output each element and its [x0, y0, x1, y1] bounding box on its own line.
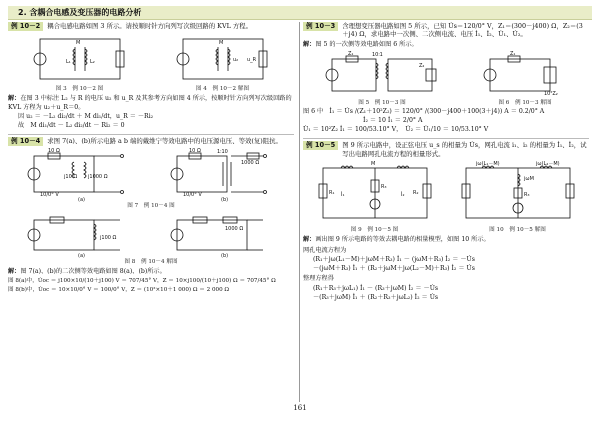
- figure-caption: 图 10 例 10－5 解图: [489, 227, 546, 234]
- resistor-label: 1000 Ω: [240, 160, 259, 167]
- svg-text:jωM: jωM: [523, 176, 534, 183]
- figure-caption: 图 5 例 10－3 图: [358, 100, 406, 107]
- example-prompt: 求图 7(a)、(b)所示电路 a b 端的戴维宁等效电路中的电压源电压、等效(复)阻抗。: [47, 137, 282, 146]
- solution-label: 解：: [8, 268, 21, 276]
- figure-3: [30, 33, 130, 93]
- inductor-label: j1000 Ω: [87, 174, 108, 181]
- svg-text:R₃: R₃: [380, 184, 386, 191]
- svg-text:L₂: L₂: [89, 59, 95, 65]
- resistor-label: 1000 Ω: [224, 226, 243, 233]
- mesh-circuit-diagram: [315, 160, 435, 226]
- example-10-2: [8, 22, 294, 130]
- svg-text:M: M: [218, 40, 223, 46]
- equation: 图 6 中 İ₁ ＝ U̇s /(Z₁＋10²Z₂) ＝ 120/0° /(300－j400＋100(3＋j4)) A ＝ 0.2/0° A: [303, 108, 545, 116]
- svg-text:Z₁: Z₁: [348, 51, 354, 58]
- figure-8a: [24, 212, 136, 258]
- ratio-label: 1∶10: [216, 149, 228, 156]
- example-10-5: [303, 138, 589, 302]
- source-label: 10/0° V: [182, 192, 202, 199]
- svg-text:Z₂: Z₂: [419, 63, 425, 70]
- solution-text: 在图 3 中标注 L₂ 与 R 的电压 u₂ 和 u_R 及其参考方向如图 4 所示，按顺时针方向列写次级回路的 KVL 方程为 u₂＋u_R＝0。: [8, 95, 292, 111]
- figure-8b: [167, 212, 279, 258]
- primary-equivalent-circuit-diagram: [480, 51, 570, 99]
- right-column: [303, 22, 589, 306]
- solution-text: 图 5 的一次侧等效电路如图 6 所示。: [315, 40, 418, 48]
- example-prompt: 图 9 所示电路中，设正弦电压 u_s 的相量为 U̇s，网孔电流 i₁、i₂ 的相量为 İ₁、İ₂，试写出电路网孔电流方程的相量形式。: [342, 141, 587, 158]
- section-header: [8, 6, 592, 20]
- figure-7b: [167, 148, 279, 202]
- subfigure-label: (a): [77, 197, 85, 203]
- figure-caption: 图 9 例 10－5 图: [350, 227, 399, 234]
- resistor-label: 10 Ω: [188, 148, 201, 155]
- equation: 故 M di₁/dt － L₂ di₂/dt － Ri₂ ＝ 0: [18, 122, 125, 130]
- svg-text:R₃: R₃: [523, 192, 529, 199]
- solution-label: 解：: [303, 40, 316, 48]
- equation: (R₁＋R₃＋jωL₁) İ₁ － (R₃＋jωM) İ₂ ＝ －U̇s: [313, 285, 439, 292]
- tidy-label: 整理方程得: [303, 275, 334, 283]
- coupled-inductor-circuit-diagram: [30, 33, 130, 85]
- example-badge: 例 10－2: [8, 22, 43, 31]
- equivalent-circuit-b-diagram: [167, 212, 279, 258]
- equation: 图 8(b)中，U̇oc ＝ 10×10/0° V ＝ 100/0° V，Z ＝ (10²×10＋1 000) Ω ＝ 2 000 Ω: [8, 286, 230, 293]
- solution-text: 图 7(a)、(b)的二次侧等效电路如图 8(a)、(b)所示。: [20, 268, 166, 276]
- example-badge: 例 10－4: [8, 137, 43, 146]
- thevenin-circuit-a-diagram: [24, 148, 136, 202]
- svg-text:M: M: [370, 161, 375, 168]
- figure-7a: [24, 148, 136, 202]
- svg-text:u₂: u₂: [232, 57, 238, 63]
- coupled-inductor-solution-diagram: [173, 33, 273, 85]
- figure-4: [173, 33, 273, 93]
- example-badge: 例 10－5: [303, 141, 338, 150]
- mesh-label: 网孔电流方程为: [303, 246, 347, 254]
- figure-5: [322, 51, 442, 107]
- svg-text:M: M: [75, 40, 80, 46]
- figure-caption: 图 4 例 10－2 解图: [195, 86, 250, 92]
- page-number: 161: [293, 404, 307, 412]
- example-prompt: 耦合电感电路如图 3 所示。请按顺时针方向列写次级回路的 KVL 方程。: [47, 22, 253, 30]
- equation: U̇₁ ＝ 10²Z₂ İ₁ ＝ 100/53.10° V， U̇₂ ＝ U̇₁/10 ＝ 10/53.10° V: [303, 126, 489, 134]
- thevenin-circuit-b-diagram: [167, 148, 279, 202]
- figure-9: [315, 160, 435, 234]
- figure-caption: 图 3 例 10－2 图: [55, 86, 104, 92]
- inductor-label: j100 Ω: [99, 235, 116, 242]
- svg-text:L₁: L₁: [65, 59, 71, 65]
- section-title: 2. 含耦合电感及变压器的电路分析: [18, 8, 142, 17]
- solution-label: 解：: [303, 236, 316, 244]
- solution-label: 解：: [8, 95, 21, 102]
- ratio-label: 10∶1: [372, 52, 383, 59]
- figure-caption: 图 8 例 10－4 解图: [124, 259, 178, 266]
- column-divider: [299, 22, 300, 402]
- solution-text: 画出图 9 所示电路的等效去耦电路的相量模型，如图 10 所示。: [315, 236, 490, 244]
- svg-text:İ₂: İ₂: [400, 192, 404, 199]
- decoupled-mesh-circuit-diagram: [458, 160, 578, 226]
- svg-text:İ₁: İ₁: [340, 192, 344, 199]
- equation: (R₁＋jω(L₁－M)＋jωM＋R₃) İ₁ － (jωM＋R₃) İ₂ ＝ －U̇s: [313, 256, 475, 264]
- equation: 因 u₂ ＝ －L₂ di₂/dt ＋ M di₁/dt，u_R ＝ －Ri₂: [18, 113, 154, 121]
- equation: İ₂ ＝ 10 İ₁ ＝ 2/0° A: [363, 117, 423, 125]
- subfigure-label: (a): [77, 253, 85, 259]
- equation: －(R₃＋jωM) İ₁ ＋ (R₂＋R₃＋jωL₂) İ₂ ＝ U̇s: [313, 294, 439, 301]
- subfigure-label: (b): [220, 253, 228, 259]
- equivalent-circuit-a-diagram: [24, 212, 136, 258]
- svg-text:Z₁: Z₁: [510, 51, 516, 58]
- example-10-4: [8, 134, 294, 295]
- example-badge: 例 10－3: [303, 22, 338, 31]
- equation: 图 8(a)中，U̇oc ＝ j100×10/(10＋j100) V ＝ 707/45° V，Z ＝ 10×j100/(10＋j100) Ω ＝ 707/45° Ω: [8, 277, 276, 284]
- subfigure-label: (b): [220, 197, 228, 203]
- svg-text:R₁: R₁: [328, 190, 334, 197]
- figure-6: [480, 51, 570, 107]
- example-10-3: [303, 22, 589, 134]
- svg-text:jω(L₂－M): jω(L₂－M): [535, 161, 560, 168]
- source-label: 10/0° V: [39, 192, 59, 199]
- ideal-transformer-circuit-diagram: [322, 51, 442, 99]
- figure-caption: 图 7 例 10－4 图: [127, 203, 175, 210]
- figure-10: [458, 160, 578, 234]
- inductor-label: j10 Ω: [63, 174, 77, 181]
- resistor-label: 10 Ω: [47, 148, 60, 155]
- left-column: [8, 22, 294, 299]
- svg-text:10²Z₂: 10²Z₂: [544, 91, 558, 98]
- svg-text:u_R: u_R: [246, 57, 256, 63]
- svg-text:jω(L₁－M): jω(L₁－M): [475, 161, 500, 168]
- svg-text:R₂: R₂: [412, 190, 418, 197]
- equation: －(jωM＋R₃) İ₁ ＋ (R₂＋jωM＋jω(L₂－M)＋R₃) İ₂ ＝ U̇s: [313, 265, 475, 273]
- figure-caption: 图 6 例 10－3 解图: [498, 100, 552, 107]
- example-prompt: 含理想变压器电路如图 5 所示，已知 U̇s＝120/0° V，Z₁＝(300－j400) Ω，Z₂＝(3＋j4) Ω，求电路中一次侧、二次侧电流、电压 İ₁、İ₂、U̇₁、U̇₂。: [342, 22, 583, 39]
